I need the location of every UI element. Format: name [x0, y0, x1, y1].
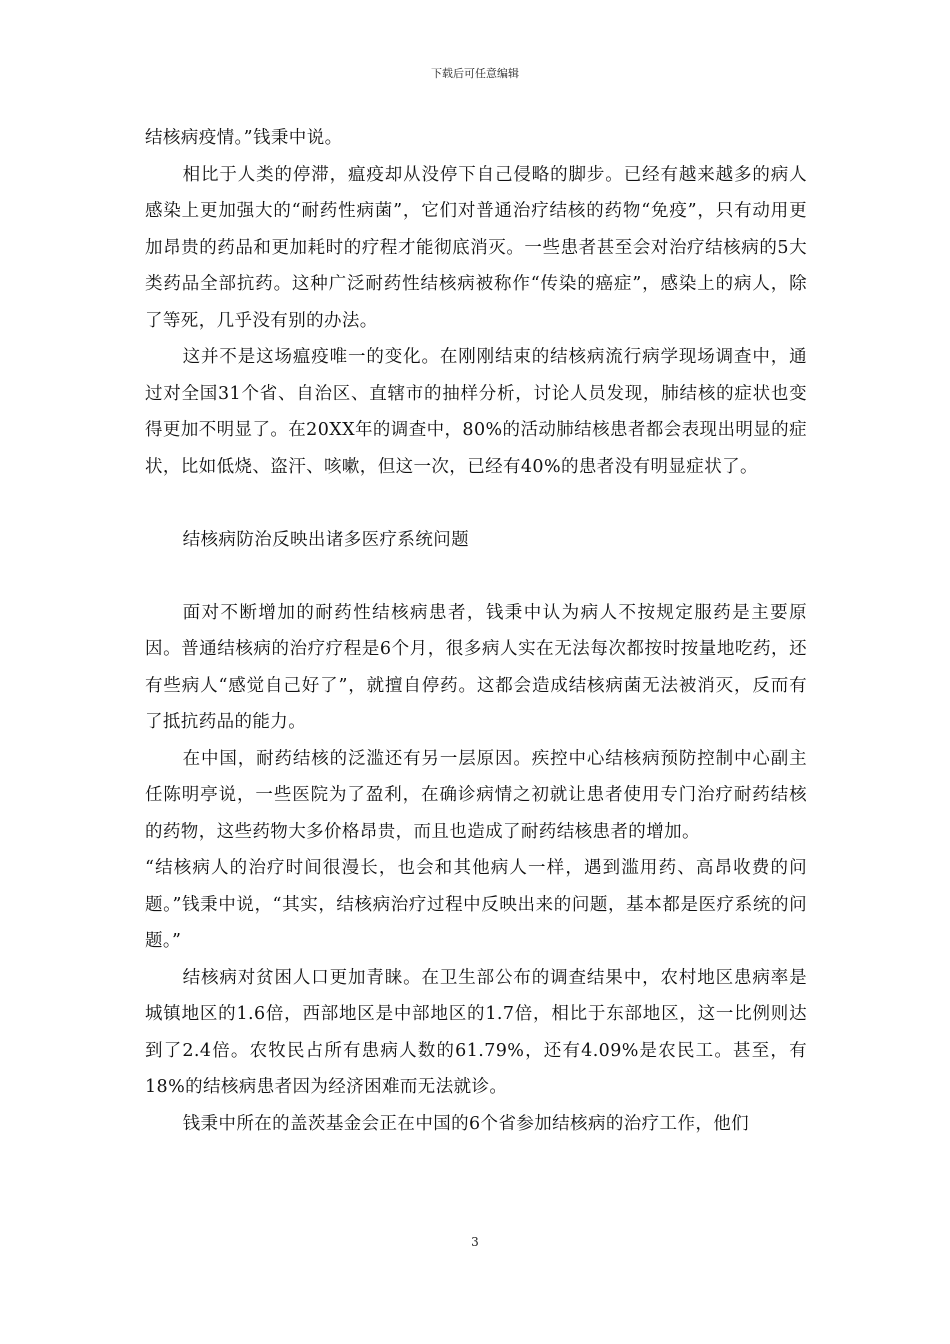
paragraph: 相比于人类的停滞，瘟疫却从没停下自己侵略的脚步。已经有越来越多的病人感染上更加强大的“耐药性病菌”，它们对普通治疗结核的药物“免疫”，只有动用更加昂贵的药品和更加耗时的疗程才能彻底消灭。一些患者甚至会对治疗结核病的5大类药品全部抗药。这种广泛耐药性结核病被称作“传染的癌症”，感染上的病人，除了等死，几乎没有别的办法。 [145, 164, 807, 331]
paragraph-quote: “结核病人的治疗时间很漫长，也会和其他病人一样，遇到滥用药、高昂收费的问题。”钱秉中说，“其实，结核病治疗过程中反映出来的问题，基本都是医疗系统的问题。” [145, 858, 807, 951]
paragraph-continuation: 结核病疫情。”钱秉中说。 [145, 128, 343, 148]
paragraph: 这并不是这场瘟疫唯一的变化。在刚刚结束的结核病流行病学现场调查中，通过对全国31个省、自治区、直辖市的抽样分析，讨论人员发现，肺结核的症状也变得更加不明显了。在20XX年的调查中，80%的活动肺结核患者都会表现出明显的症状，比如低烧、盗汗、咳嗽，但这一次，已经有40%的患者没有明显症状了。 [145, 347, 807, 477]
section-heading: 结核病防治反映出诸多医疗系统问题 [182, 529, 470, 550]
paragraph: 在中国，耐药结核的泛滥还有另一层原因。疾控中心结核病预防控制中心副主任陈明亭说，一些医院为了盈利，在确诊病情之初就让患者使用专门治疗耐药结核的药物，这些药物大多价格昂贵，而且也造成了耐药结核患者的增加。 [145, 748, 807, 842]
paragraph: 面对不断增加的耐药性结核病患者，钱秉中认为病人不按规定服药是主要原因。普通结核病的治疗疗程是6个月，很多病人实在无法每次都按时按量地吃药，还有些病人“感觉自己好了”，就擅自停药。这都会造成结核病菌无法被消灭，反而有了抵抗药品的能力。 [145, 602, 807, 732]
page-header: 下载后可任意编辑 [431, 67, 519, 80]
paragraph: 钱秉中所在的盖茨基金会正在中国的6个省参加结核病的治疗工作，他们 [182, 1113, 750, 1134]
document-body [145, 120, 807, 1142]
page-number: 3 [471, 1235, 479, 1249]
paragraph: 结核病对贫困人口更加青睐。在卫生部公布的调查结果中，农村地区患病率是城镇地区的1.6倍，西部地区是中部地区的1.7倍，相比于东部地区，这一比例则达到了2.4倍。农牧民占所有患病人数的61.79%，还有4.09%是农民工。甚至，有18%的结核病患者因为经济困难而无法就诊。 [145, 967, 807, 1097]
